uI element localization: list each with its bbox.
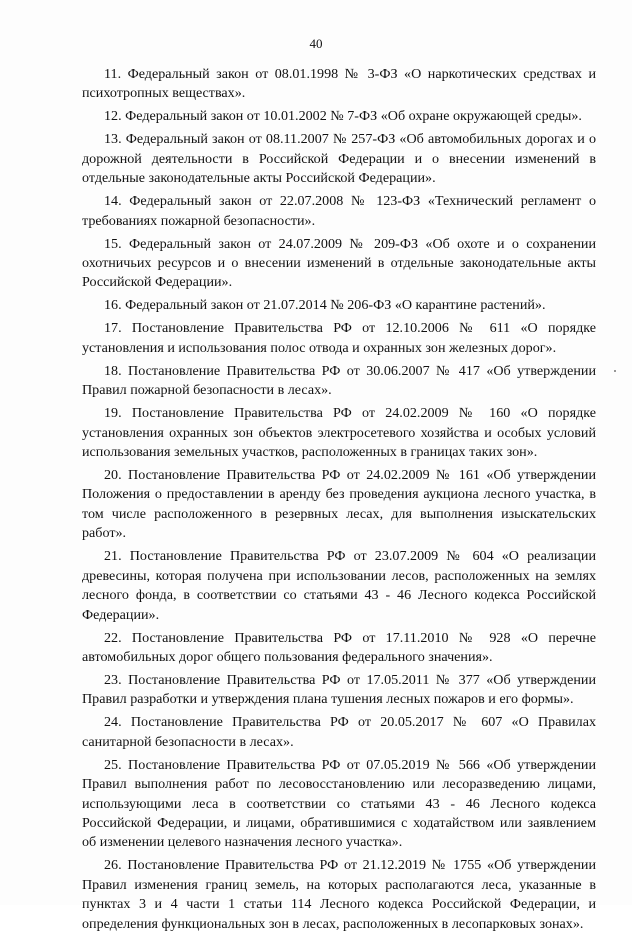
list-item: 22. Постановление Правительства РФ от 17.11.2010 № 928 «О перечне автомобильных дорог общего пользования федерального значения». <box>82 629 596 665</box>
scan-speck <box>614 370 616 372</box>
list-item: 11. Федеральный закон от 08.01.1998 № 3-ФЗ «О наркотических средствах и психотропных веществах». <box>82 66 596 102</box>
list-item: 26. Постановление Правительства РФ от 21.12.2019 № 1755 «Об утверждении Правил изменения границ земель, на которых располагаются леса, указанные в пунктах 3 и 4 части 1 статьи 114 Лесного кодекса Российской Федерации, и определения функциональных зон в лесах, расположенных в лесопарковых зонах». <box>82 857 596 932</box>
list-item: 14. Федеральный закон от 22.07.2008 № 123-ФЗ «Технический регламент о требованиях пожарной безопасности». <box>82 193 596 229</box>
list-item: 23. Постановление Правительства РФ от 17.05.2011 № 377 «Об утверждении Правил разработки и утверждения плана тушения лесных пожаров и его формы». <box>82 671 596 708</box>
list-item: 25. Постановление Правительства РФ от 07.05.2019 № 566 «Об утверждении Правил выполнения работ по лесовосстановлению или лесоразведению лицами, использующими леса в соответствии со статьями 43 - 46 Лесного кодекса Российской Федерации, и лицами, обратившимися с ходатайством или заявлением об изменении целевого назначения лесного участка». <box>82 756 596 851</box>
list-item: 17. Постановление Правительства РФ от 12.10.2006 № 611 «О порядке установления и использования полос отвода и охранных зон железных дорог». <box>82 320 596 356</box>
list-item: 16. Федеральный закон от 21.07.2014 № 206-ФЗ «О карантине растений». <box>104 297 546 314</box>
page-number: 40 <box>309 36 323 51</box>
list-item: 20. Постановление Правительства РФ от 24.02.2009 № 161 «Об утверждении Положения о предоставлении в аренду без проведения аукциона лесного участка, в том числе расположенного в резервных лесах, для выполнения изыскательских работ». <box>82 467 596 542</box>
list-item: 13. Федеральный закон от 08.11.2007 № 257-ФЗ «Об автомобильных дорогах и о дорожной деятельности в Российской Федерации и о внесении изменений в отдельные законодательные акты Российской Федерации». <box>82 131 596 187</box>
list-item: 21. Постановление Правительства РФ от 23.07.2009 № 604 «О реализации древесины, которая получена при использовании лесов, расположенных на землях лесного фонда, в соответствии со статьями 43 - 46 Лесного кодекса Российской Федерации». <box>82 548 596 623</box>
list-item: 19. Постановление Правительства РФ от 24.02.2009 № 160 «О порядке установления охранных зон объектов электросетевого хозяйства и особых условий использования земельных участков, расположенных в границах таких зон». <box>82 405 596 461</box>
legal-acts-list <box>82 65 596 934</box>
list-item: 18. Постановление Правительства РФ от 30.06.2007 № 417 «Об утверждении Правил пожарной безопасности в лесах». <box>82 362 596 399</box>
list-item: 24. Постановление Правительства РФ от 20.05.2017 № 607 «О Правилах санитарной безопасности в лесах». <box>82 714 596 750</box>
list-item: 15. Федеральный закон от 24.07.2009 № 209-ФЗ «Об охоте и о сохранении охотничьих ресурсов и о внесении изменений в отдельные законодательные акты Российской Федерации». <box>82 235 596 291</box>
list-item: 12. Федеральный закон от 10.01.2002 № 7-ФЗ «Об охране окружающей среды». <box>104 108 582 125</box>
